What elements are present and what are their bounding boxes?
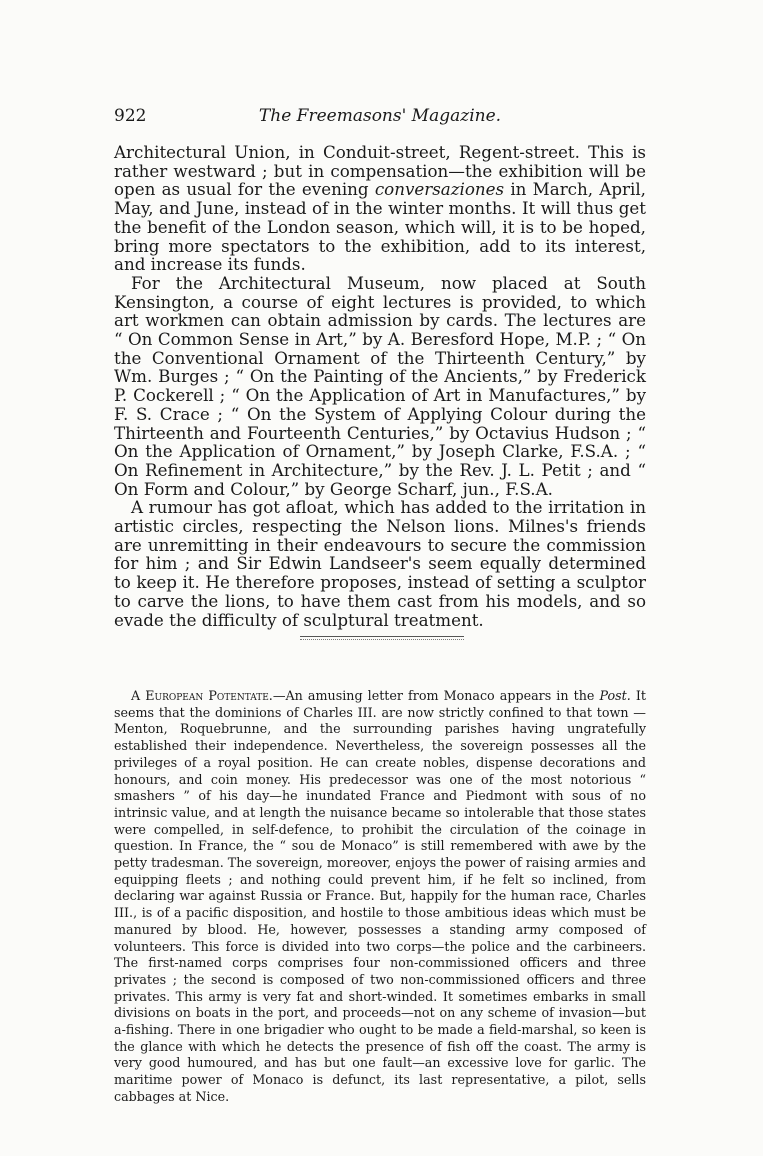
note-european-potentate xyxy=(114,688,646,1106)
note-heading: A European Potentate. xyxy=(131,688,273,703)
italic-term: conversaziones xyxy=(374,179,505,200)
note-paragraph xyxy=(114,688,646,1106)
journal-title: The Freemasons' Magazine. xyxy=(258,106,502,126)
paragraph-text: in March, April, May, and June, instead of in the winter months. It will thus get the benefit of the London season, which will, it is to be hoped, bring more spectators to the exhibition, add to its interest, and increase its funds. xyxy=(114,179,646,275)
note-text: —An amusing letter from Monaco appears in the xyxy=(272,688,600,703)
italic-term: Post. xyxy=(599,688,631,703)
section-divider xyxy=(300,636,464,642)
article-body xyxy=(114,143,646,629)
paragraph-text: Architectural Union, in Conduit-street, Regent-street. This is rather westward ; but in compensation—the exhibition will be open as usual for the evening xyxy=(114,142,646,200)
page-number: 922 xyxy=(114,106,147,126)
note-text: It seems that the dominions of Charles III. are now strictly confined to that town —Menton, Roquebrunne, and the surrounding parishes having ungratefully established their independence. Nevertheless, the sovereign possesses all the privileges of a royal position. He can create nobles, dispense decorations and honours, and coin money. His predecessor was one of the most notorious “ smashers ” of his day—he inundated France and Piedmont with sous of no intrinsic value, and at length the nuisance became so intolerable that those states were compelled, in self-defence, to prohibit the circulation of the coinage in question. In France, the “ sou de Monaco” is still remembered with awe by the petty tradesman. The sovereign, moreover, enjoys the power of raising armies and equipping fleets ; and nothing could prevent him, if he felt so inclined, from declaring war against Russia or France. But, happily for the human race, Charles III., is of a pacific disposition, and hostile to those ambitious ideas which must be manured by blood. He, however, possesses a standing army composed of volunteers. This force is divided into two corps—the police and the carbineers. The first-named corps comprises four non-commissioned officers and three privates ; the second is composed of two non-commissioned officers and three privates. This army is very fat and short-winded. It sometimes embarks in small divisions on boats in the port, and proceeds—not on any scheme of invasion—but a-fishing. There in one brigadier who ought to be made a field-marshal, so keen is the glance with which he detects the presence of fish off the coast. The army is very good humoured, and has but one fault—an excessive love for garlic. The maritime power of Monaco is defunct, its last representative, a pilot, sells cabbages at Nice. xyxy=(114,688,646,1104)
divider-line xyxy=(300,636,464,637)
running-head xyxy=(114,106,646,130)
paragraph-nelson-lions: A rumour has got afloat, which has added to the irritation in artistic circles, respecting the Nelson lions. Milnes's friends are unremitting in their endeavours to secure the commission for him ; and Sir Edwin Landseer's seem equally determined to keep it. He therefore proposes, instead of setting a sculptor to carve the lions, to have them cast from his models, and so evade the difficulty of sculptural treatment. xyxy=(114,497,646,630)
divider-line xyxy=(300,639,464,640)
paragraph-architectural-museum: For the Architectural Museum, now placed at South Kensington, a course of eight lectures is provided, to which art workmen can obtain admission by cards. The lectures are “ On Common Sense in Art,” by A. Beresford Hope, M.P. ; “ On the Conventional Ornament of the Thirteenth Century,” by Wm. Burges ; “ On the Painting of the Ancients,” by Frederick P. Cockerell ; “ On the Application of Art in Manufactures,” by F. S. Crace ; “ On the System of Applying Colour during the Thirteenth and Fourteenth Centuries,” by Octavius Hudson ; “ On the Application of Ornament,” by Joseph Clarke, F.S.A. ; “ On Refinement in Architecture,” by the Rev. J. L. Petit ; and “ On Form and Colour,” by George Scharf, jun., F.S.A. xyxy=(114,272,646,499)
paragraph-architectural-union xyxy=(114,143,646,274)
